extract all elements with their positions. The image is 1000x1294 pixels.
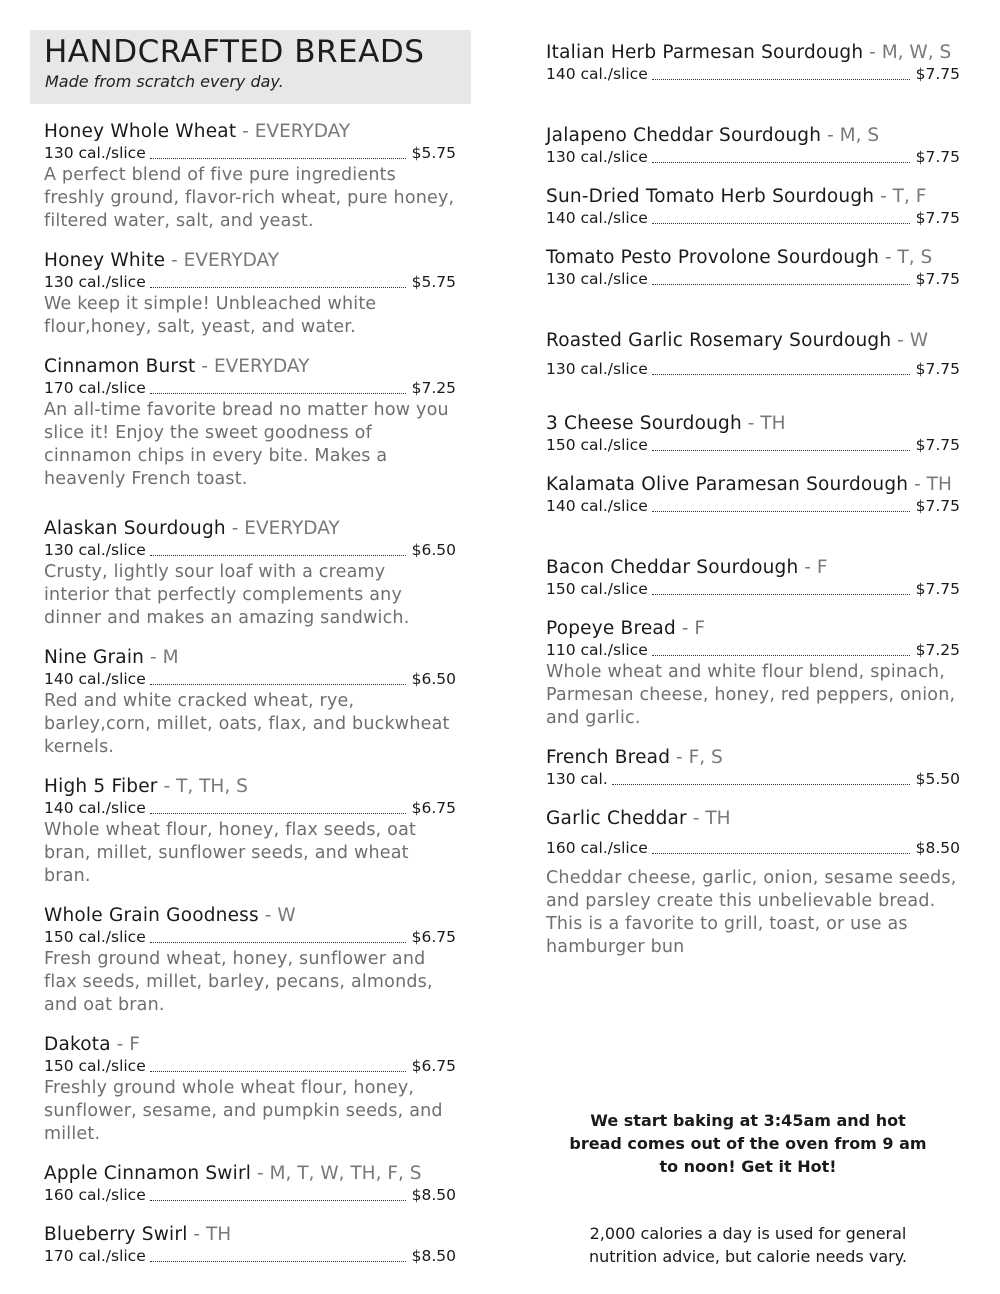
item-separator: -: [798, 557, 817, 578]
item-price-line: [44, 927, 456, 948]
baking-note: We start baking at 3:45am and hot bread comes out of the oven from 9 am to noon! Get it Hot!: [569, 1111, 927, 1176]
menu-item: [44, 249, 456, 339]
item-calories: 150 cal./slice: [44, 928, 146, 946]
item-description: Cheddar cheese, garlic, onion, sesame seeds, and parsley create this unbelievable bread. This is a favorite to grill, toast, or use as hamburger bun: [546, 868, 957, 957]
item-price-line: [44, 378, 456, 399]
item-days: W: [277, 905, 296, 926]
item-price-line: [44, 143, 456, 164]
dot-leader: [652, 161, 910, 163]
item-price: $8.50: [411, 1247, 456, 1265]
item-calories: 150 cal./slice: [44, 1057, 146, 1075]
item-name: Apple Cinnamon Swirl: [44, 1163, 252, 1184]
item-price: $7.75: [915, 436, 960, 454]
item-name: Roasted Garlic Rosemary Sourdough: [546, 330, 892, 351]
page-title: HANDCRAFTED BREADS: [44, 34, 425, 70]
item-days: F: [129, 1034, 140, 1055]
item-description: Red and white cracked wheat, rye, barley,corn, millet, oats, flax, and buckwheat kernels.: [44, 691, 450, 757]
item-calories: 130 cal./slice: [44, 144, 146, 162]
item-heading: [44, 1223, 456, 1246]
item-price: $7.75: [915, 580, 960, 598]
item-price-line: [44, 669, 456, 690]
dot-leader: [612, 783, 910, 785]
item-price-line: [44, 272, 456, 293]
item-separator: -: [195, 356, 214, 377]
menu-item: [546, 41, 960, 85]
menu-item: [44, 646, 456, 759]
item-price: $7.75: [915, 209, 960, 227]
menu-item: [44, 517, 456, 630]
item-price-line: [546, 435, 960, 456]
dot-leader: [150, 683, 406, 685]
item-description: Freshly ground whole wheat flour, honey, sunflower, sesame, and pumpkin seeds, and millet.: [44, 1078, 443, 1144]
item-name: Popeye Bread: [546, 618, 676, 639]
item-name: Whole Grain Goodness: [44, 905, 259, 926]
dot-leader: [150, 392, 406, 394]
item-price: $7.75: [915, 270, 960, 288]
menu-item: [546, 746, 960, 790]
item-separator: -: [670, 747, 689, 768]
dot-leader: [150, 812, 406, 814]
item-calories: 140 cal./slice: [44, 799, 146, 817]
item-days: TH: [926, 474, 952, 495]
item-heading: [546, 473, 960, 496]
item-price: $7.75: [915, 65, 960, 83]
item-description: Crusty, lightly sour loaf with a creamy interior that perfectly complements any dinner and makes an amazing sandwich.: [44, 562, 410, 628]
item-price-line: [44, 540, 456, 561]
item-calories: 150 cal./slice: [546, 580, 648, 598]
item-name: Dakota: [44, 1034, 111, 1055]
item-separator: -: [741, 413, 761, 434]
item-calories: 130 cal./slice: [546, 270, 648, 288]
item-description: Whole wheat flour, honey, flax seeds, oat bran, millet, sunflower seeds, and wheat bran.: [44, 820, 417, 886]
item-heading: [44, 120, 456, 143]
item-name: Bacon Cheddar Sourdough: [546, 557, 799, 578]
item-separator: -: [225, 518, 245, 539]
item-heading: [44, 904, 456, 927]
menu-item: [44, 355, 456, 491]
item-days: W: [909, 330, 928, 351]
item-price-line: [546, 359, 960, 380]
item-heading: [546, 124, 960, 147]
item-name: High 5 Fiber: [44, 776, 158, 797]
item-heading: [44, 1162, 456, 1185]
dot-leader: [652, 373, 910, 375]
item-price: $6.75: [411, 928, 456, 946]
item-heading: [44, 355, 456, 378]
item-days: TH: [705, 808, 731, 829]
item-price: $6.50: [411, 670, 456, 688]
dot-leader: [652, 654, 910, 656]
item-name: 3 Cheese Sourdough: [546, 413, 742, 434]
item-separator: -: [879, 247, 898, 268]
item-calories: 130 cal./slice: [546, 360, 648, 378]
item-days: F, S: [688, 747, 723, 768]
menu-item: [44, 1033, 456, 1146]
menu-item: [546, 807, 960, 959]
menu-item: [546, 556, 960, 600]
item-price-line: [546, 269, 960, 290]
item-calories: 130 cal.: [546, 770, 608, 788]
item-days: T, F: [892, 186, 927, 207]
item-heading: [546, 746, 960, 769]
item-days: TH: [205, 1224, 232, 1245]
dot-leader: [150, 1260, 406, 1262]
item-price-line: [546, 838, 960, 859]
item-name: Honey Whole Wheat: [44, 121, 237, 142]
item-separator: -: [821, 125, 840, 146]
item-name: Nine Grain: [44, 647, 145, 668]
item-heading: [44, 646, 456, 669]
item-heading: [44, 1033, 456, 1056]
dot-leader: [652, 593, 910, 595]
item-days: EVERYDAY: [254, 121, 351, 142]
item-heading: [546, 329, 960, 352]
item-price: $5.50: [915, 770, 960, 788]
item-name: Blueberry Swirl: [44, 1224, 188, 1245]
item-separator: -: [891, 330, 910, 351]
item-price-line: [44, 1246, 456, 1267]
item-price-line: [44, 1056, 456, 1077]
dot-leader: [150, 554, 406, 556]
item-calories: 130 cal./slice: [44, 541, 146, 559]
item-price-line: [546, 769, 960, 790]
menu-item: [546, 473, 960, 517]
item-days: M: [162, 647, 179, 668]
calorie-note: 2,000 calories a day is used for general nutrition advice, but calorie needs vary.: [589, 1224, 907, 1266]
item-price-line: [546, 579, 960, 600]
item-separator: -: [144, 647, 163, 668]
item-days: M, S: [839, 125, 880, 146]
dot-leader: [150, 941, 406, 943]
item-calories: 130 cal./slice: [546, 148, 648, 166]
item-price: $6.75: [411, 1057, 456, 1075]
item-price-line: [546, 64, 960, 85]
item-calories: 170 cal./slice: [44, 379, 146, 397]
item-calories: 110 cal./slice: [546, 641, 648, 659]
dot-leader: [652, 222, 910, 224]
item-heading: [546, 41, 960, 64]
item-heading: [546, 617, 960, 640]
item-days: EVERYDAY: [244, 518, 340, 539]
item-description: Fresh ground wheat, honey, sunflower and flax seeds, millet, barley, pecans, almonds, and oat bran.: [44, 949, 433, 1015]
item-heading: [44, 249, 456, 272]
item-days: M, T, W, TH, F, S: [269, 1163, 422, 1184]
item-calories: 160 cal./slice: [44, 1186, 146, 1204]
item-heading: [546, 556, 960, 579]
item-name: Garlic Cheddar: [546, 808, 687, 829]
menu-item: [44, 904, 456, 1017]
item-price: $6.50: [411, 541, 456, 559]
menu-item: [546, 124, 960, 168]
item-days: T, S: [897, 247, 933, 268]
item-description: A perfect blend of five pure ingredients freshly ground, flavor-rich wheat, pure honey, filtered water, salt, and yeast.: [44, 165, 455, 231]
item-price: $7.75: [915, 148, 960, 166]
item-separator: -: [908, 474, 927, 495]
menu-item: [44, 1162, 456, 1206]
dot-leader: [652, 510, 910, 512]
item-price: $5.75: [411, 273, 456, 291]
item-name: French Bread: [546, 747, 671, 768]
item-name: Tomato Pesto Provolone Sourdough: [546, 247, 880, 268]
dot-leader: [652, 852, 910, 854]
item-calories: 140 cal./slice: [546, 209, 648, 227]
item-name: Cinnamon Burst: [44, 356, 196, 377]
item-days: T, TH, S: [176, 776, 248, 797]
menu-item: [546, 329, 960, 380]
item-calories: 160 cal./slice: [546, 839, 648, 857]
item-separator: -: [110, 1034, 130, 1055]
page-subtitle: Made from scratch every day.: [45, 72, 284, 91]
item-separator: -: [258, 905, 278, 926]
item-heading: [546, 412, 960, 435]
item-calories: 140 cal./slice: [546, 497, 648, 515]
item-calories: 140 cal./slice: [44, 670, 146, 688]
menu-item: [44, 1223, 456, 1267]
item-price: $5.75: [411, 144, 456, 162]
item-calories: 150 cal./slice: [546, 436, 648, 454]
menu-item: [44, 120, 456, 233]
item-separator: -: [863, 42, 882, 63]
item-days: F: [816, 557, 828, 578]
item-separator: -: [187, 1224, 206, 1245]
item-price: $7.25: [915, 641, 960, 659]
item-price-line: [44, 1185, 456, 1206]
item-price: $8.50: [411, 1186, 456, 1204]
item-days: TH: [760, 413, 786, 434]
item-name: Sun-Dried Tomato Herb Sourdough: [546, 186, 875, 207]
item-days: M, W, S: [881, 42, 952, 63]
item-price-line: [546, 208, 960, 229]
item-heading: [546, 246, 960, 269]
item-price-line: [546, 147, 960, 168]
item-name: Italian Herb Parmesan Sourdough: [546, 42, 864, 63]
dot-leader: [652, 449, 910, 451]
item-name: Jalapeno Cheddar Sourdough: [546, 125, 822, 146]
item-name: Kalamata Olive Paramesan Sourdough: [546, 474, 909, 495]
dot-leader: [652, 283, 910, 285]
item-calories: 140 cal./slice: [546, 65, 648, 83]
item-price-line: [44, 798, 456, 819]
item-days: F: [694, 618, 705, 639]
item-heading: [546, 807, 960, 830]
dot-leader: [150, 1070, 406, 1072]
menu-item: [44, 775, 456, 888]
item-price: $6.75: [411, 799, 456, 817]
item-name: Honey White: [44, 250, 166, 271]
menu-item: [546, 412, 960, 456]
item-price: $7.75: [915, 360, 960, 378]
item-separator: -: [157, 776, 177, 797]
item-price-line: [546, 496, 960, 517]
dot-leader: [652, 78, 910, 80]
item-price: $8.50: [915, 839, 960, 857]
item-calories: 130 cal./slice: [44, 273, 146, 291]
item-separator: -: [165, 250, 184, 271]
item-days: EVERYDAY: [213, 356, 310, 377]
item-price: $7.25: [411, 379, 456, 397]
dot-leader: [150, 286, 406, 288]
dot-leader: [150, 157, 406, 159]
menu-header: [30, 30, 471, 104]
item-separator: -: [686, 808, 706, 829]
item-description: Whole wheat and white flour blend, spinach, Parmesan cheese, honey, red peppers, onion, and garlic.: [546, 662, 956, 728]
menu-item: [546, 246, 960, 290]
item-description: An all-time favorite bread no matter how you slice it! Enjoy the sweet goodness of cinnamon chips in every bite. Makes a heavenly French toast.: [44, 400, 449, 489]
item-separator: -: [874, 186, 893, 207]
item-heading: [44, 775, 456, 798]
item-separator: -: [236, 121, 255, 142]
item-price-line: [546, 640, 960, 661]
menu-item: [546, 617, 960, 730]
item-separator: -: [251, 1163, 270, 1184]
item-heading: [44, 517, 456, 540]
item-price: $7.75: [915, 497, 960, 515]
item-heading: [546, 185, 960, 208]
item-description: We keep it simple! Unbleached white flour,honey, salt, yeast, and water.: [44, 294, 377, 337]
item-days: EVERYDAY: [183, 250, 280, 271]
item-name: Alaskan Sourdough: [44, 518, 226, 539]
dot-leader: [150, 1199, 406, 1201]
menu-item: [546, 185, 960, 229]
item-calories: 170 cal./slice: [44, 1247, 146, 1265]
item-separator: -: [675, 618, 695, 639]
